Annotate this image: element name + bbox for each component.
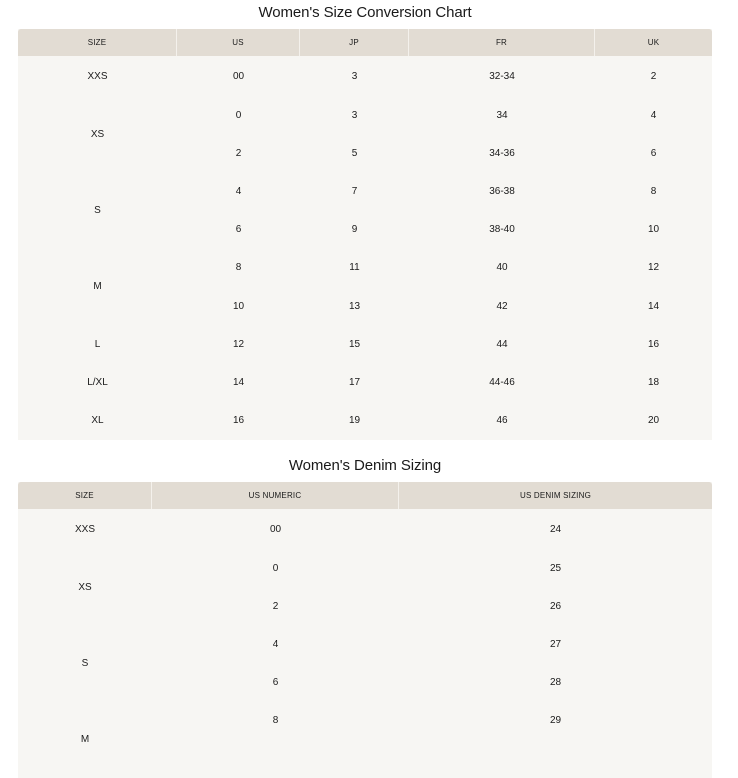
us-size: 8 xyxy=(235,262,242,274)
jp-size: 11 xyxy=(349,262,360,274)
size-label: XS xyxy=(90,128,105,140)
size-label: M xyxy=(80,734,90,746)
uk-size: 8 xyxy=(650,185,657,197)
us-size: 00 xyxy=(232,70,245,82)
column-header-us: US xyxy=(177,29,300,56)
uk-size: 6 xyxy=(650,147,657,159)
fr-size: 46 xyxy=(496,415,508,427)
us-denim-size: 27 xyxy=(549,638,562,650)
us-numeric-size: 4 xyxy=(272,638,279,650)
fr-size: 44-46 xyxy=(489,376,515,388)
us-size: 12 xyxy=(232,338,245,350)
uk-size: 16 xyxy=(647,338,660,350)
jp-size: 3 xyxy=(351,109,358,121)
jp-size: 13 xyxy=(348,300,361,312)
column-header-uk: UK xyxy=(595,29,712,56)
us-size: 14 xyxy=(232,376,245,388)
us-size: 6 xyxy=(235,224,242,236)
size-label: XL xyxy=(91,415,104,427)
uk-size: 12 xyxy=(647,262,660,274)
jp-size: 19 xyxy=(348,415,361,427)
column-header-us-denim-sizing: US DENIM SIZING xyxy=(399,482,712,509)
us-numeric-size: 6 xyxy=(272,677,279,689)
column-header-size: SIZE xyxy=(18,29,177,56)
uk-size: 18 xyxy=(647,376,660,388)
table-row xyxy=(18,325,712,363)
size-label: XXS xyxy=(87,70,108,82)
size-label: S xyxy=(94,205,101,217)
table-row xyxy=(18,249,712,287)
fr-size: 38-40 xyxy=(489,224,515,236)
size-label: L/XL xyxy=(87,376,108,388)
table-row xyxy=(18,509,712,549)
us-size: 10 xyxy=(232,300,245,312)
jp-size: 5 xyxy=(351,147,358,159)
fr-size: 44 xyxy=(496,338,508,350)
table-row xyxy=(18,363,712,401)
size-label: L xyxy=(94,338,101,350)
jp-size: 3 xyxy=(351,70,358,82)
us-size: 0 xyxy=(235,109,242,121)
table-row xyxy=(18,625,712,663)
fr-size: 32-34 xyxy=(489,70,515,82)
us-size: 16 xyxy=(232,415,245,427)
uk-size: 14 xyxy=(647,300,660,312)
column-header-jp: JP xyxy=(300,29,409,56)
table-row xyxy=(18,172,712,210)
us-denim-size: 28 xyxy=(549,677,562,689)
size-conversion-table xyxy=(18,29,712,440)
jp-size: 15 xyxy=(348,338,361,350)
uk-size: 20 xyxy=(647,415,660,427)
us-numeric-size: 0 xyxy=(272,562,279,574)
fr-size: 42 xyxy=(496,300,508,312)
size-label: XS xyxy=(78,581,92,593)
fr-size: 34-36 xyxy=(489,147,515,159)
conversion-chart-title: Women's Size Conversion Chart xyxy=(258,4,472,21)
table-header-row xyxy=(18,29,712,56)
column-header-us-numeric: US NUMERIC xyxy=(152,482,399,509)
table-row xyxy=(18,549,712,587)
size-label: M xyxy=(93,281,102,293)
fr-size: 36-38 xyxy=(489,185,515,197)
column-header-size: SIZE xyxy=(18,482,152,509)
us-size: 2 xyxy=(235,147,242,159)
fr-size: 40 xyxy=(496,262,508,274)
table-header-row xyxy=(18,482,712,509)
uk-size: 10 xyxy=(647,224,660,236)
uk-size: 4 xyxy=(650,109,657,121)
size-label: XXS xyxy=(74,523,95,535)
column-header-fr: FR xyxy=(409,29,595,56)
us-numeric-size: 00 xyxy=(269,523,282,535)
us-numeric-size: 2 xyxy=(272,600,279,612)
fr-size: 34 xyxy=(496,109,508,121)
table-row xyxy=(18,402,712,440)
us-denim-size: 26 xyxy=(549,600,562,612)
size-label: S xyxy=(81,658,89,670)
us-denim-size: 29 xyxy=(549,715,562,727)
denim-chart-title: Women's Denim Sizing xyxy=(288,457,442,474)
jp-size: 7 xyxy=(351,185,358,197)
table-row xyxy=(18,96,712,134)
us-denim-size xyxy=(399,740,712,778)
us-numeric-size: 8 xyxy=(272,715,279,727)
denim-sizing-table xyxy=(18,482,712,778)
us-numeric-size xyxy=(152,740,399,778)
us-denim-size: 24 xyxy=(549,523,562,535)
jp-size: 17 xyxy=(348,376,361,388)
us-denim-size: 25 xyxy=(549,562,562,574)
us-size: 4 xyxy=(235,185,242,197)
table-row xyxy=(18,56,712,96)
table-row xyxy=(18,702,712,740)
jp-size: 9 xyxy=(351,224,358,236)
uk-size: 2 xyxy=(650,70,657,82)
